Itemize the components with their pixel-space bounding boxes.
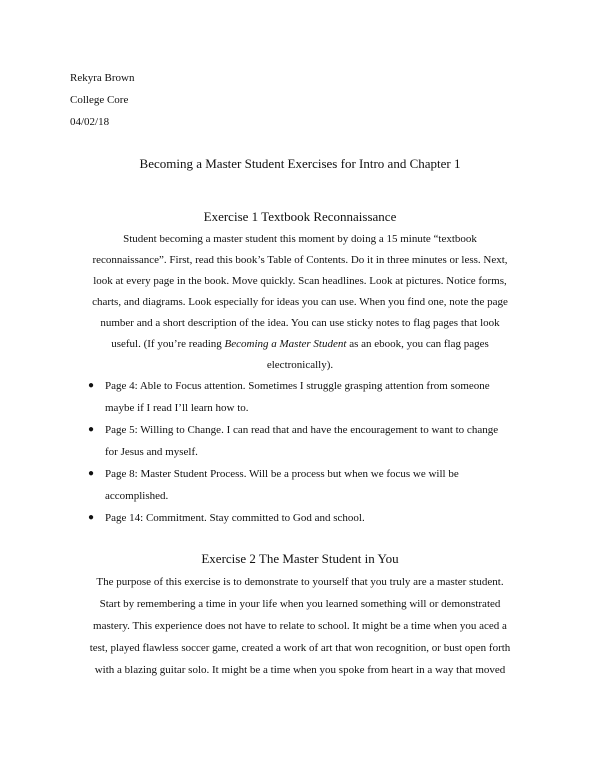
- exercise1-para-line: [0, 337, 600, 351]
- book-title-italic: Becoming a Master Student: [224, 338, 347, 350]
- bullet-item-line: accomplished.: [105, 490, 169, 502]
- exercise2-heading: Exercise 2 The Master Student in You: [201, 551, 399, 566]
- para-text: as an ebook, you can flag pages: [346, 338, 489, 350]
- exercise2-para-line: test, played flawless soccer game, created a work of art that won recognition, or bust open forth: [89, 642, 511, 654]
- bullet-item-line: Page 8: Master Student Process. Will be a process but when we focus we will be: [105, 468, 459, 480]
- author-name: Rekyra Brown: [70, 72, 135, 84]
- bullet-icon: ●: [88, 424, 95, 435]
- exercise2-para-line: The purpose of this exercise is to demonstrate to yourself that you truly are a master student.: [96, 576, 504, 588]
- bullet-icon: ●: [88, 380, 95, 391]
- bullet-item-line: Page 4: Able to Focus attention. Sometimes I struggle grasping attention from someone: [105, 380, 490, 392]
- para-text: useful. (If you’re reading: [111, 338, 225, 350]
- bullet-icon: ●: [88, 512, 95, 523]
- exercise1-heading: Exercise 1 Textbook Reconnaissance: [203, 209, 397, 224]
- date: 04/02/18: [70, 116, 110, 128]
- exercise2-para-line: Start by remembering a time in your life when you learned something will or demonstrated: [99, 598, 501, 610]
- course-name: College Core: [70, 94, 129, 106]
- bullet-item-line: for Jesus and myself.: [105, 446, 198, 458]
- exercise1-para-line: charts, and diagrams. Look especially for ideas you can use. When you find one, note the page: [92, 296, 508, 308]
- bullet-item-line: Page 5: Willing to Change. I can read that and have the encouragement to want to change: [105, 424, 499, 436]
- page-title: Becoming a Master Student Exercises for Intro and Chapter 1: [139, 156, 461, 171]
- bullet-item-line: maybe if I read I’ll learn how to.: [105, 402, 249, 414]
- exercise1-para-line: electronically).: [266, 359, 334, 371]
- exercise2-para-line: mastery. This experience does not have to relate to school. It might be a time when you aced a: [93, 620, 507, 632]
- exercise2-para-line: with a blazing guitar solo. It might be a time when you spoke from heart in a way that moved: [94, 664, 506, 676]
- exercise1-para-line: number and a short description of the idea. You can use sticky notes to flag pages that look: [100, 317, 500, 329]
- exercise1-para-line: reconnaissance”. First, read this book’s Table of Contents. Do it in three minutes or less. Next,: [92, 254, 508, 266]
- bullet-item-line: Page 14: Commitment. Stay committed to God and school.: [105, 512, 365, 524]
- exercise1-para-line: look at every page in the book. Move quickly. Scan headlines. Look at pictures. Notice forms,: [93, 275, 507, 287]
- exercise1-para-line: Student becoming a master student this moment by doing a 15 minute “textbook: [123, 233, 477, 245]
- bullet-icon: ●: [88, 468, 95, 479]
